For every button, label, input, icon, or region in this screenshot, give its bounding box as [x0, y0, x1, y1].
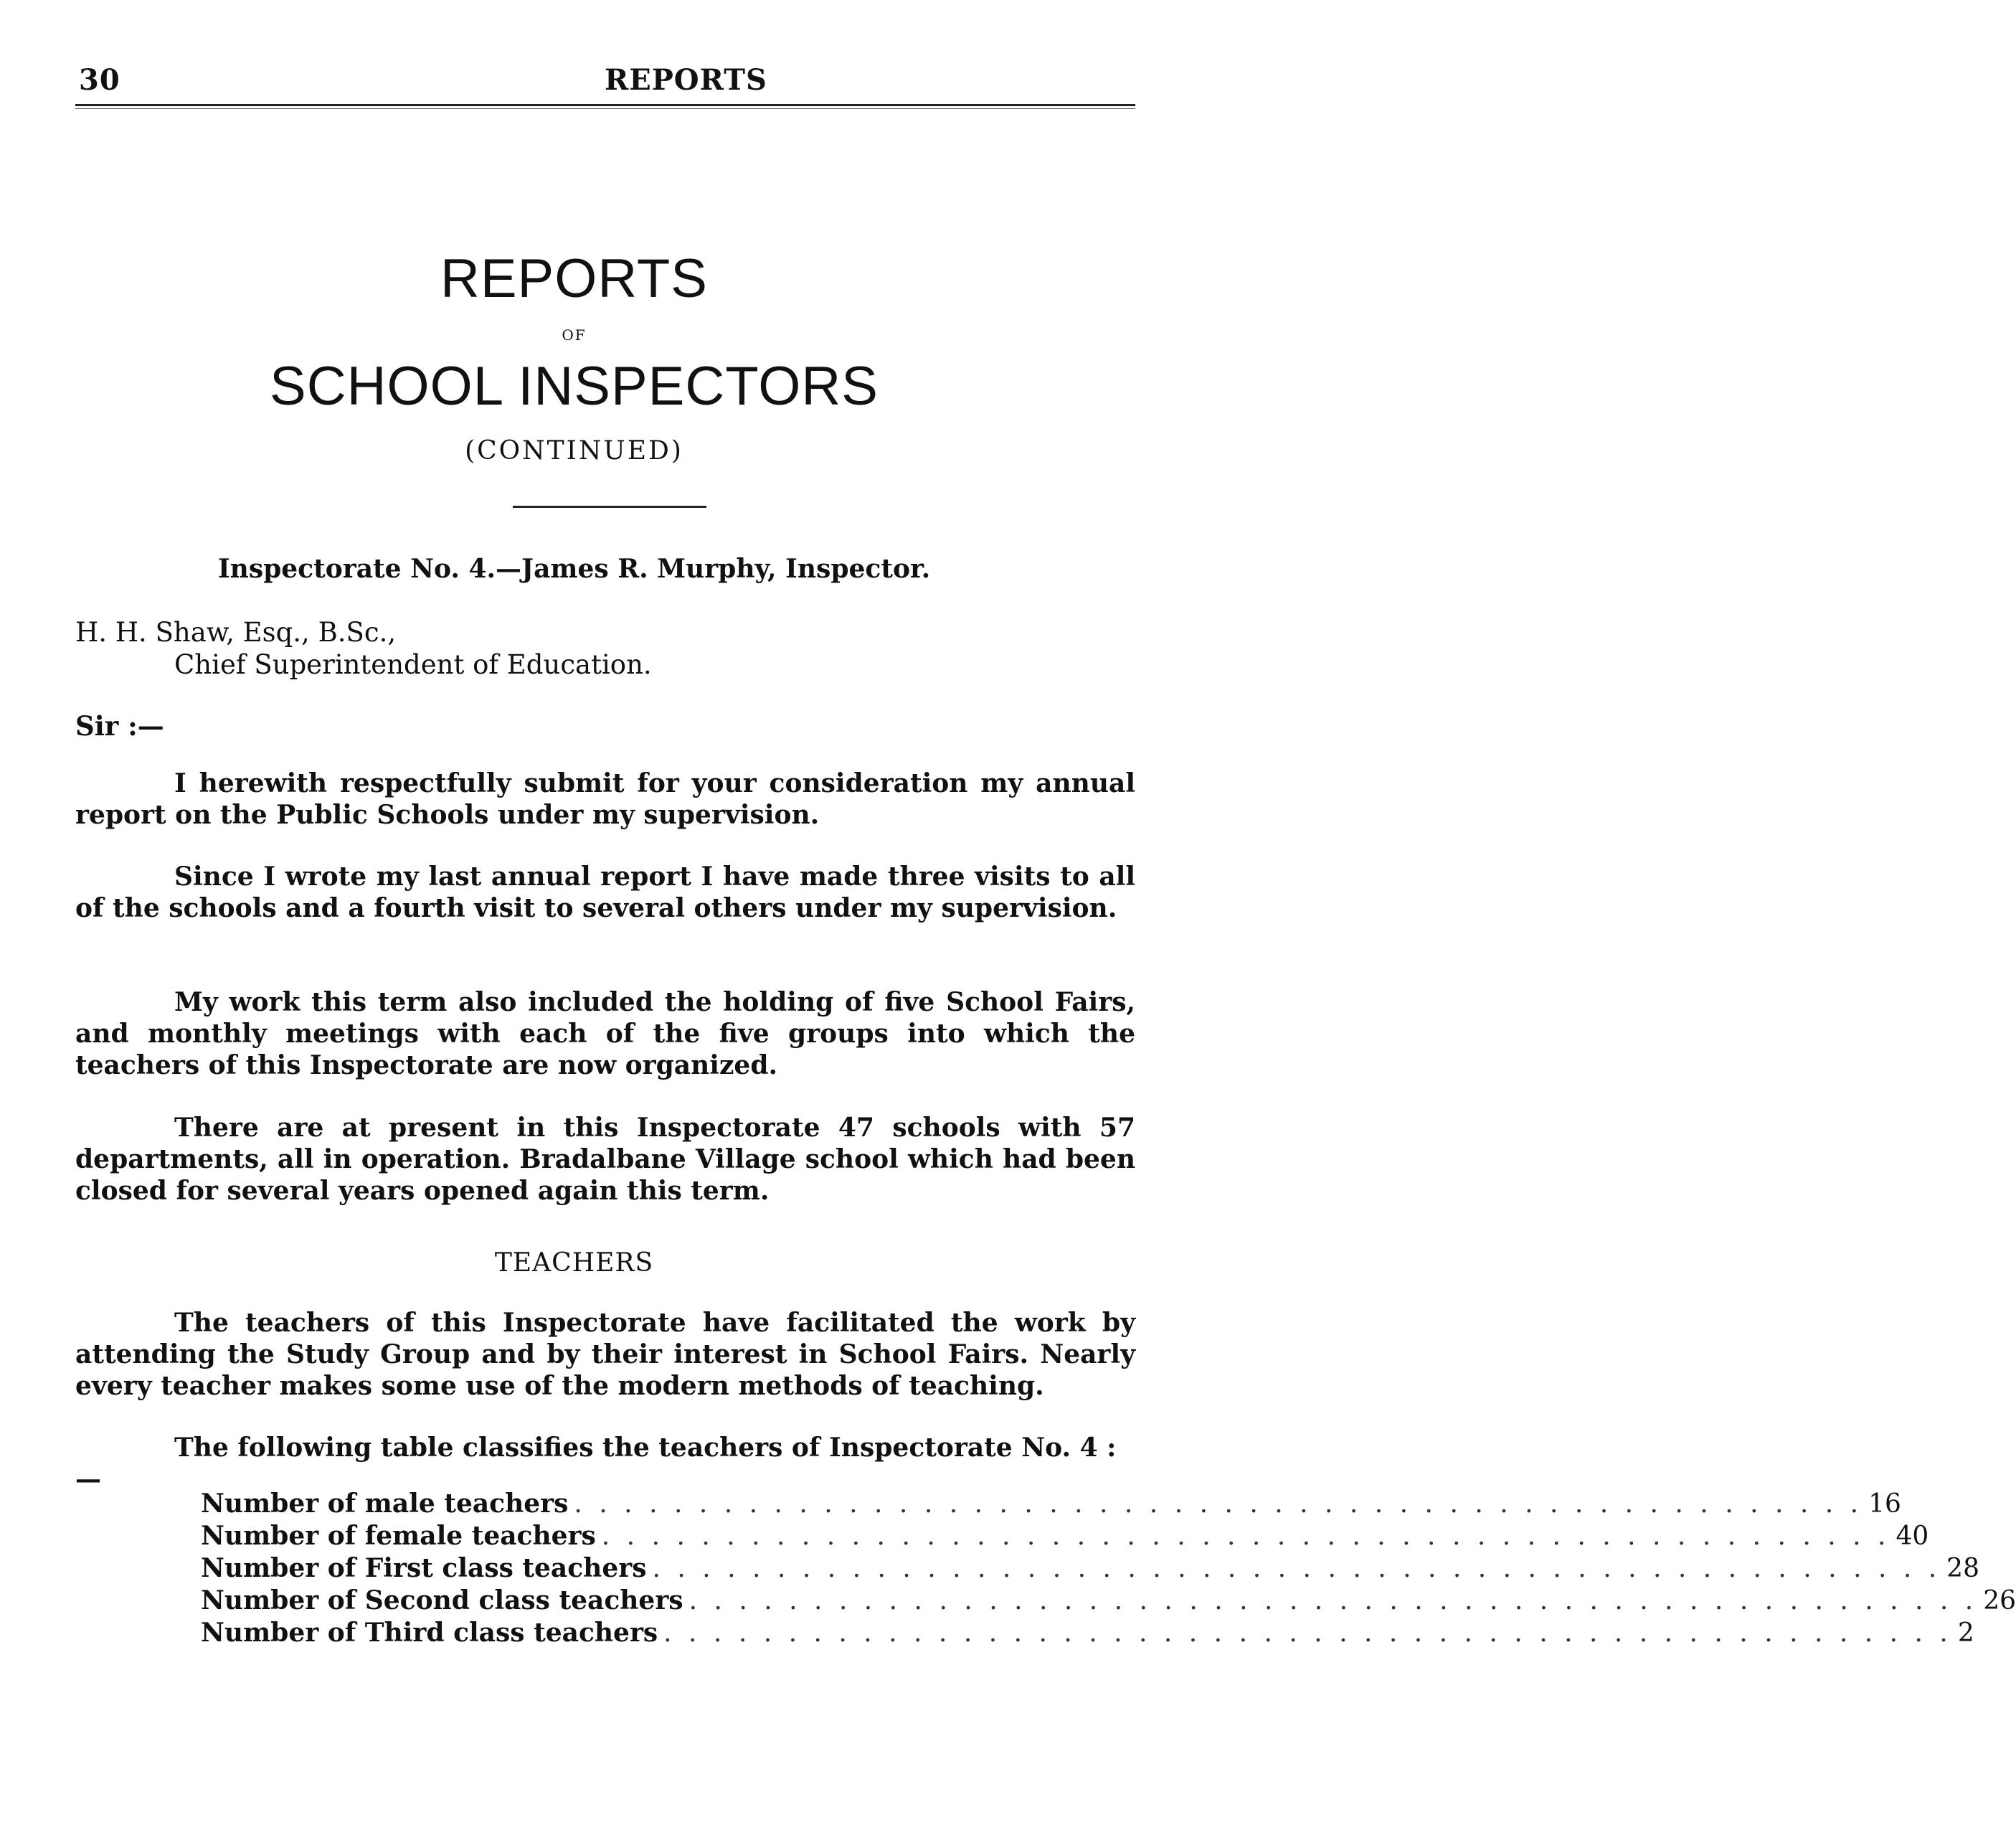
- row-label: Number of First class teachers: [201, 1553, 647, 1583]
- paragraph-1-text: I herewith respectfully submit for your consideration my annual report on the Public Schools under my supervision.: [75, 768, 1135, 830]
- row-value: 2: [1957, 1618, 1974, 1648]
- title-divider: [513, 506, 706, 508]
- row-label: Number of male teachers: [201, 1489, 569, 1519]
- page-number: 30: [79, 63, 120, 97]
- row-label: Number of Third class teachers: [201, 1618, 658, 1648]
- table-intro: [75, 1432, 1135, 1495]
- address-line-1: H. H. Shaw, Esq., B.Sc.,: [75, 617, 397, 648]
- teachers-paragraph-text: The teachers of this Inspectorate have facilitated the work by attending the Study Group and by their interest in School Fairs. Nearly every teacher makes some use of the modern methods of teaching.: [75, 1308, 1135, 1401]
- leader-dots: . . . . . . . . . . . . . . . . . . . . . . . . . . . . . . . . . . . . . . . . . . . . . . . . . . . .: [574, 1489, 1863, 1519]
- row-value: 26: [1983, 1586, 2016, 1616]
- paragraph-2: [75, 861, 1135, 924]
- address-line-2: Chief Superintendent of Education.: [174, 649, 652, 680]
- row-label: Number of female teachers: [201, 1521, 596, 1551]
- row-label: Number of Second class teachers: [201, 1585, 683, 1616]
- header-rule-thin: [75, 108, 1135, 109]
- header-rule: [75, 104, 1135, 106]
- table-row: [201, 1489, 1901, 1521]
- row-value: 28: [1946, 1554, 1979, 1583]
- paragraph-3-text: My work this term also included the holding of five School Fairs, and monthly meetings with each of the five groups into which the teachers of this Inspectorate are now organized.: [75, 987, 1135, 1080]
- subtitle: SCHOOL INSPECTORS: [270, 356, 879, 417]
- main-title: REPORTS: [440, 248, 708, 309]
- paragraph-4: [75, 1112, 1135, 1207]
- leader-dots: . . . . . . . . . . . . . . . . . . . . . . . . . . . . . . . . . . . . . . . . . . . . . . . . . . . .: [652, 1554, 1941, 1583]
- table-row: [201, 1521, 1929, 1553]
- row-value: 40: [1896, 1522, 1929, 1551]
- teachers-table: [201, 1489, 2016, 1650]
- running-head: [75, 57, 1137, 100]
- leader-dots: . . . . . . . . . . . . . . . . . . . . . . . . . . . . . . . . . . . . . . . . . . . . . . . . . . . .: [663, 1618, 1952, 1648]
- leader-dots: . . . . . . . . . . . . . . . . . . . . . . . . . . . . . . . . . . . . . . . . . . . . . . . . . . . .: [601, 1522, 1890, 1551]
- salutation: Sir :—: [75, 710, 164, 742]
- paragraph-1: [75, 768, 1135, 831]
- leader-dots: . . . . . . . . . . . . . . . . . . . . . . . . . . . . . . . . . . . . . . . . . . . . . . . . . . . .: [688, 1586, 1978, 1616]
- inspectorate-heading: Inspectorate No. 4.—James R. Murphy, Inspector.: [217, 554, 931, 584]
- section-heading-teachers: TEACHERS: [494, 1248, 654, 1278]
- paragraph-4-text: There are at present in this Inspectorate 47 schools with 57 departments, all in operation. Bradalbane Village school which had been closed for several years opened again this term.: [75, 1113, 1135, 1206]
- continued-label: (CONTINUED): [465, 436, 683, 466]
- table-intro-text: The following table classifies the teachers of Inspectorate No. 4 :—: [75, 1433, 1117, 1494]
- table-row: [201, 1585, 2016, 1618]
- table-row: [201, 1553, 1979, 1585]
- running-title: REPORTS: [605, 63, 767, 97]
- title-of: OF: [562, 326, 587, 344]
- paragraph-2-text: Since I wrote my last annual report I have made three visits to all of the schools and a fourth visit to several others under my supervision.: [75, 862, 1135, 923]
- teachers-paragraph: [75, 1307, 1135, 1402]
- paragraph-3: [75, 986, 1135, 1081]
- table-row: [201, 1618, 1974, 1650]
- row-value: 16: [1868, 1489, 1901, 1519]
